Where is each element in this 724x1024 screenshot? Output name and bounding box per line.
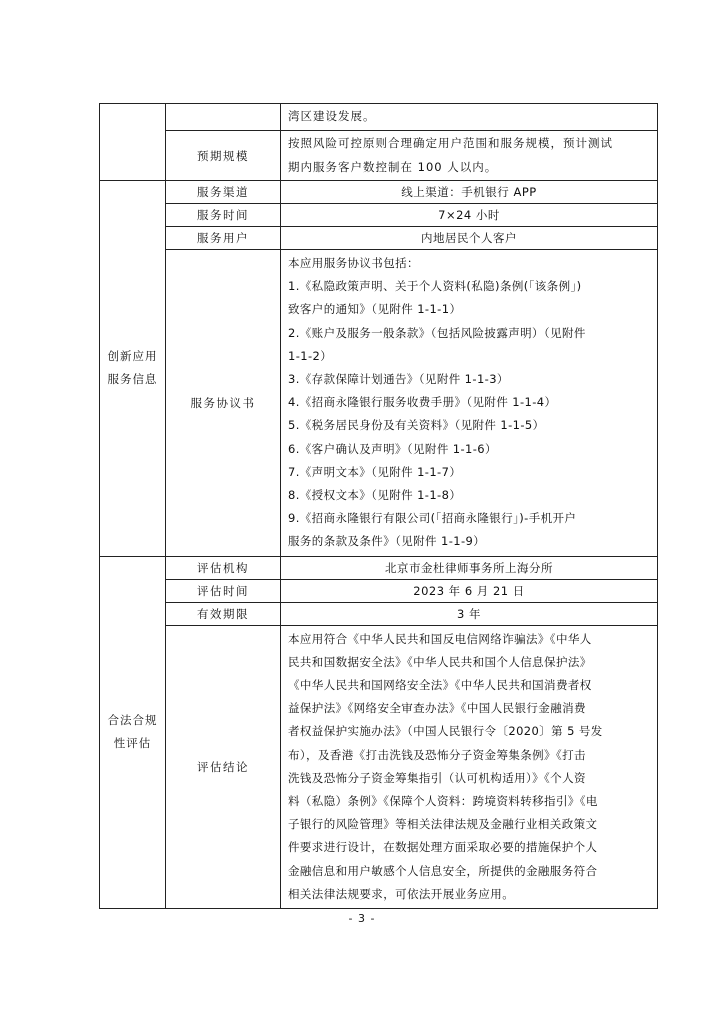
document-table xyxy=(99,103,658,909)
category-line: 创新应用 xyxy=(107,349,158,364)
text-line: 7.《声明文本》（见附件 1-1-7） xyxy=(288,464,462,479)
table-row xyxy=(100,602,658,625)
text-line: 件要求进行设计，在数据处理方面采取必要的措施保护个人 xyxy=(288,840,598,855)
text-line: 者权益保护实施办法》（中国人民银行令〔2020〕第 5 号发 xyxy=(288,724,603,739)
validity-period-label: 有效期限 xyxy=(166,602,281,625)
text-line: 料（私隐）条例》《保障个人资料：跨境资料转移指引》《电 xyxy=(288,794,598,809)
text-line: 6.《客户确认及声明》（见附件 1-1-6） xyxy=(288,441,497,456)
table-row xyxy=(100,131,658,181)
text-line: 相关法律法规要求，可依法开展业务应用。 xyxy=(288,886,515,901)
table-row xyxy=(100,556,658,579)
table-row xyxy=(100,227,658,250)
table-row xyxy=(100,250,658,557)
text-line: 本应用符合《中华人民共和国反电信网络诈骗法》《中华人 xyxy=(288,631,592,646)
text-line: 民共和国数据安全法》《中华人民共和国个人信息保护法》 xyxy=(288,654,592,669)
service-users-label: 服务用户 xyxy=(166,227,281,250)
text-line: 5.《税务居民身份及有关资料》（见附件 1-1-5） xyxy=(288,418,545,433)
service-agreement-label: 服务协议书 xyxy=(166,250,281,557)
assessment-conclusion-text xyxy=(281,625,658,908)
text-line: 2.《账户及服务一般条款》（包括风险披露声明）（见附件 xyxy=(288,325,586,340)
category-cell-empty xyxy=(100,104,166,181)
text-line: 9.《招商永隆银行有限公司(「招商永隆银行」)-手机开户 xyxy=(288,511,577,526)
text-line: 《中华人民共和国网络安全法》《中华人民共和国消费者权 xyxy=(288,678,592,693)
table-row xyxy=(100,625,658,908)
service-users-value: 内地居民个人客户 xyxy=(281,227,658,250)
text-line: 金融信息和用户敏感个人信息安全，所提供的金融服务符合 xyxy=(288,863,598,878)
expected-scale-label: 预期规模 xyxy=(166,131,281,181)
service-time-value: 7×24 小时 xyxy=(281,204,658,227)
assessment-conclusion-label: 评估结论 xyxy=(166,625,281,908)
assessment-date-label: 评估时间 xyxy=(166,579,281,602)
category-line: 性评估 xyxy=(113,736,152,751)
text-line: 3.《存款保障计划通告》（见附件 1-1-3） xyxy=(288,372,509,387)
text-line: 子银行的风险管理》等相关法律法规及金融行业相关政策文 xyxy=(288,817,598,832)
label-cell-empty xyxy=(166,104,281,131)
expected-scale-text xyxy=(281,131,658,181)
category-compliance-assessment xyxy=(100,556,166,908)
text-line: 1-1-2） xyxy=(288,348,333,363)
table-row xyxy=(100,181,658,204)
text-line: 洗钱及恐怖分子资金筹集指引（认可机构适用）》《个人资 xyxy=(288,770,586,785)
service-channel-label: 服务渠道 xyxy=(166,181,281,204)
table-row xyxy=(100,579,658,602)
table-row xyxy=(100,204,658,227)
text-line: 8.《授权文本》（见附件 1-1-8） xyxy=(288,488,462,503)
page-number: - 3 - xyxy=(348,912,376,925)
text-line: 按照风险可控原则合理确定用户范围和服务规模，预计测试 xyxy=(288,136,613,151)
text-line: 益保护法》《网络安全审查办法》《中国人民银行金融消费 xyxy=(288,701,586,716)
category-line: 服务信息 xyxy=(107,372,158,387)
text-line: 致客户的通知》（见附件 1-1-1） xyxy=(288,302,462,317)
assessment-institution-label: 评估机构 xyxy=(166,556,281,579)
assessment-date-value: 2023 年 6 月 21 日 xyxy=(281,579,658,602)
assessment-institution-value: 北京市金杜律师事务所上海分所 xyxy=(281,556,658,579)
text-line: 4.《招商永隆银行服务收费手册》（见附件 1-1-4） xyxy=(288,395,557,410)
category-line: 合法合规 xyxy=(107,713,158,728)
text-line: 服务的条款及条件》（见附件 1-1-9） xyxy=(288,534,486,549)
validity-period-value: 3 年 xyxy=(281,602,658,625)
text-line: 本应用服务协议书包括： xyxy=(288,256,419,270)
category-innovation-service-info xyxy=(100,181,166,557)
service-channel-value: 线上渠道：手机银行 APP xyxy=(281,181,658,204)
table-row xyxy=(100,104,658,131)
continuation-text: 湾区建设发展。 xyxy=(281,104,658,131)
text-line: 布），及香港《打击洗钱及恐怖分子资金筹集条例》《打击 xyxy=(288,747,586,762)
text-line: 期内服务客户数控制在 100 人以内。 xyxy=(288,159,498,174)
service-time-label: 服务时间 xyxy=(166,204,281,227)
text-line: 1.《私隐政策声明、关于个人资料(私隐)条例(「该条例」) xyxy=(288,279,582,294)
service-agreement-text xyxy=(281,250,658,557)
